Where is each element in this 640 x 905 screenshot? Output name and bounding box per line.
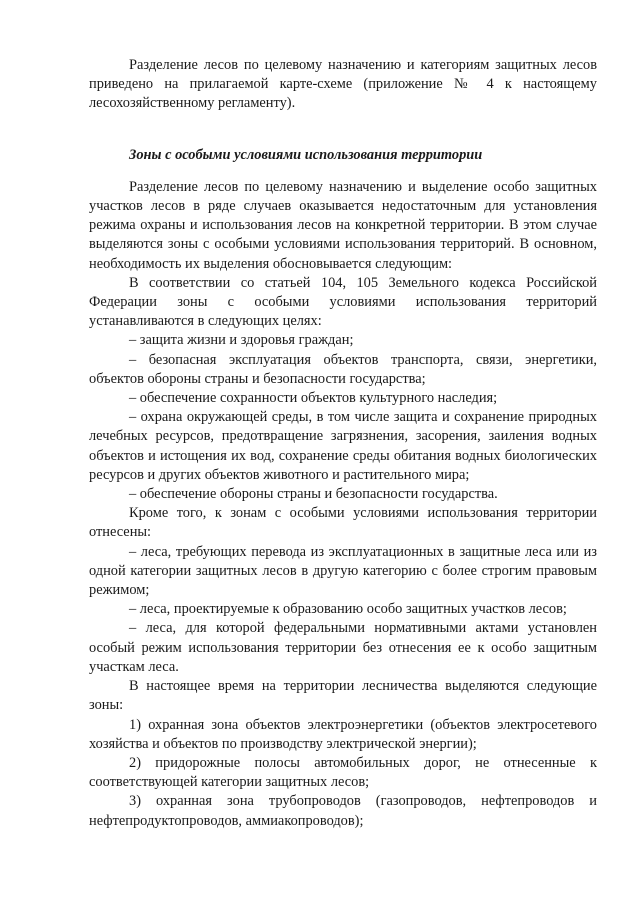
document-page xyxy=(89,56,597,831)
zone-item: 2) придорожные полосы автомобильных дорог, не отнесенные к соответствующей категории защитных лесов; xyxy=(89,754,597,791)
goal-item: – безопасная эксплуатация объектов транспорта, связи, энергетики, объектов обороны страны и безопасности государства; xyxy=(89,351,597,387)
intro-paragraph: Разделение лесов по целевому назначению и категориям защитных лесов приведено на прилагаемой карте-схеме (приложение № 4 к настоящему лесохозяйственному регламенту). xyxy=(89,57,597,112)
section-heading: Зоны с особыми условиями использования территории xyxy=(129,146,483,163)
goal-item: – защита жизни и здоровья граждан; xyxy=(129,332,354,349)
also-item: – леса, проектируемые к образованию особо защитных участков лесов; xyxy=(129,601,567,618)
goal-item: – обеспечение обороны страны и безопасности государства. xyxy=(129,486,498,503)
also-item: – леса, требующих перевода из эксплуатационных в защитные леса или из одной категории защитных лесов в другую категорию с более строгим правовым режимом; xyxy=(89,543,597,599)
goal-item: – охрана окружающей среды, в том числе защита и сохранение природных лечебных ресурсов, предотвращение загрязнения, засорения, заиления водных объектов и истощения их вод, сохранение среды обитания водных биологических ресурсов и других объектов животного и растительного мира; xyxy=(89,409,597,483)
zone-item: 1) охранная зона объектов электроэнергетики (объектов электросетевого хозяйства и объектов по производству электрической энергии); xyxy=(89,716,597,752)
also-item: – леса, для которой федеральными нормативными актами установлен особый режим использования территории без отнесения ее к особо защитным участкам леса. xyxy=(89,620,597,675)
paragraph-2: В соответствии со статьей 104, 105 Земельного кодекса Российской Федерации зоны с особыми условиями использования территорий устанавливаются в следующих целях: xyxy=(89,274,597,330)
zone-item: 3) охранная зона трубопроводов (газопроводов, нефтепроводов и нефтепродуктопроводов, аммиакопроводов); xyxy=(89,793,597,829)
paragraph-4: В настоящее время на территории лесничества выделяются следующие зоны: xyxy=(89,678,597,714)
goal-item: – обеспечение сохранности объектов культурного наследия; xyxy=(129,390,498,407)
paragraph-3: Кроме того, к зонам с особыми условиями использования территории отнесены: xyxy=(89,505,597,541)
paragraph-1: Разделение лесов по целевому назначению и выделение особо защитных участков лесов в ряде случаев оказывается недостаточным для установления режима охраны и использования лесов на конкретной территории. В этом случае выделяются зоны с особыми условиями использования территорий. В основном, необходимость их выделения обосновывается следующим: xyxy=(89,178,597,272)
